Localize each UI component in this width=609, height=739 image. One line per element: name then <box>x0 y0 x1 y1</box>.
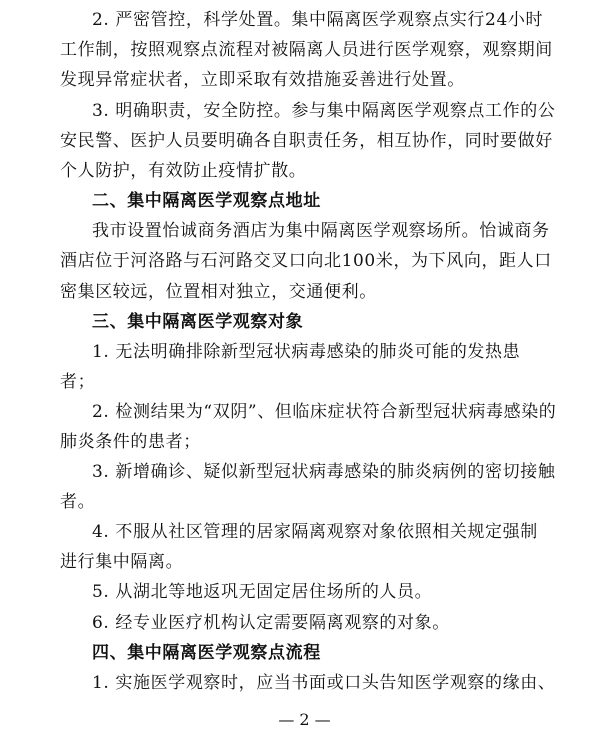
paragraph-line: 1. 无法明确排除新型冠状病毒感染的肺炎可能的发热患 <box>92 342 521 362</box>
paragraph-line: 2. 检测结果为“双阴”、但临床症状符合新型冠状病毒感染的 <box>92 402 557 422</box>
paragraph-line: 者。 <box>60 492 96 512</box>
paragraph-line: 6. 经专业医疗机构认定需要隔离观察的对象。 <box>92 613 450 633</box>
paragraph-line: 个人防护，有效防止疫情扩散。 <box>60 161 307 181</box>
paragraph-line: 密集区较远，位置相对独立，交通便利。 <box>60 282 377 302</box>
paragraph-line: 工作制，按照观察点流程对被隔离人员进行医学观察，观察期间 <box>60 40 553 60</box>
paragraph-line: 酒店位于河洛路与石河路交叉口向北100米，为下风向，距人口 <box>60 251 552 271</box>
paragraph-line: 进行集中隔离。 <box>60 552 184 572</box>
section-heading: 三、集中隔离医学观察对象 <box>92 312 304 332</box>
paragraph-line: 2. 严密管控，科学处置。集中隔离医学观察点实行24小时 <box>92 10 544 30</box>
paragraph-line: 4. 不服从社区管理的居家隔离观察对象依照相关规定强制 <box>92 522 538 542</box>
paragraph-line: 5. 从湖北等地返巩无固定居住场所的人员。 <box>92 582 433 602</box>
paragraph-line: 安民警、医护人员要明确各自职责任务，相互协作，同时要做好 <box>60 131 553 151</box>
paragraph-line: 1. 实施医学观察时，应当书面或口头告知医学观察的缘由、 <box>92 673 556 693</box>
paragraph-line: 3. 明确职责，安全防控。参与集中隔离医学观察点工作的公 <box>92 101 556 121</box>
paragraph-line: 发现异常症状者，立即采取有效措施妥善进行处置。 <box>60 70 465 90</box>
page-number: — 2 — <box>278 710 331 729</box>
paragraph-line: 肺炎条件的患者； <box>60 432 201 452</box>
section-heading: 二、集中隔离医学观察点地址 <box>92 191 321 211</box>
paragraph-line: 3. 新增确诊、疑似新型冠状病毒感染的肺炎病例的密切接触 <box>92 462 556 482</box>
paragraph-line: 者； <box>60 372 96 392</box>
section-heading: 四、集中隔离医学观察点流程 <box>92 643 321 663</box>
paragraph-line: 我市设置怡诚商务酒店为集中隔离医学观察场所。怡诚商务 <box>92 221 550 241</box>
